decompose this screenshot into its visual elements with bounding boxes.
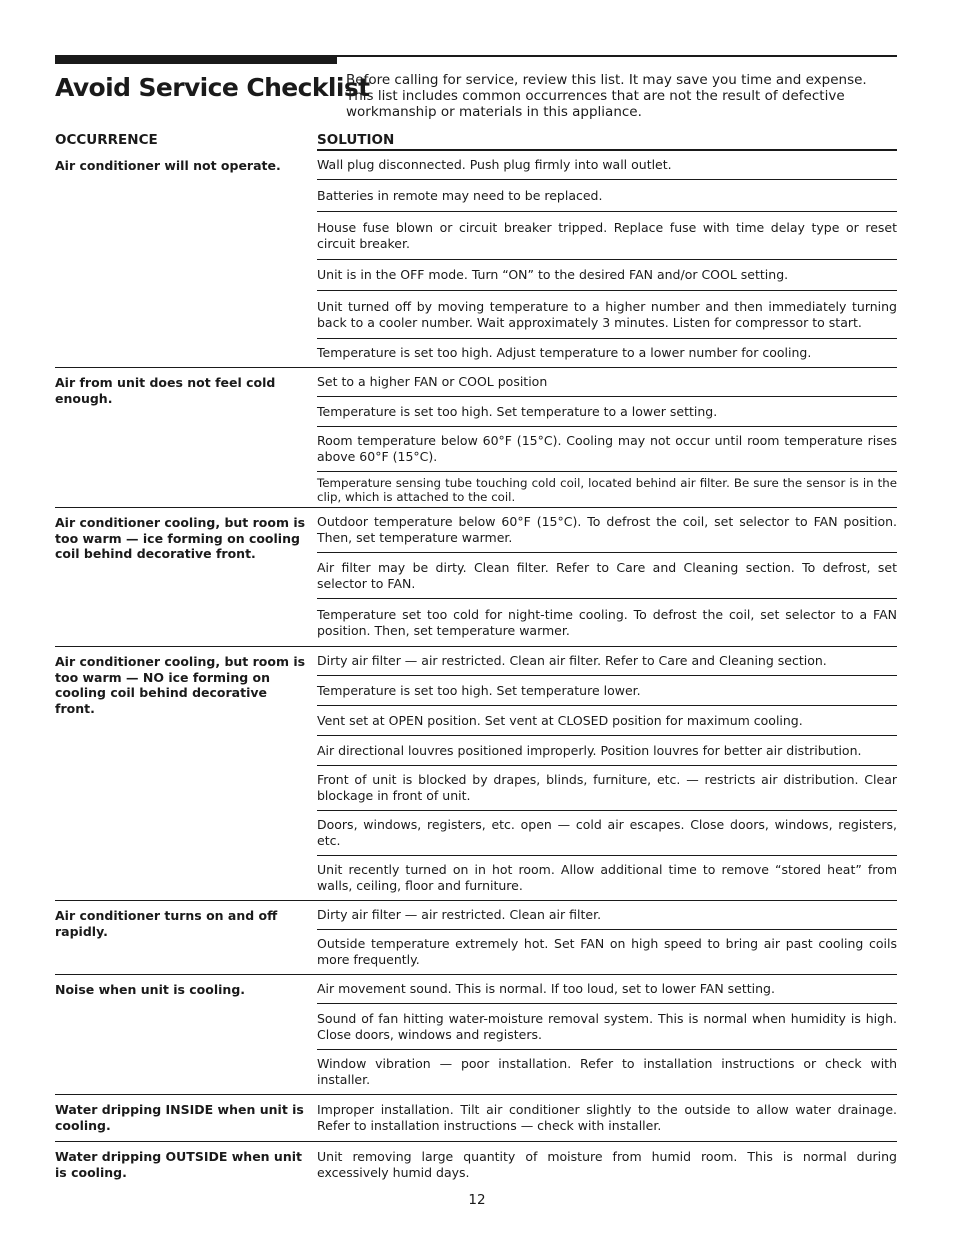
solution-text: Front of unit is blocked by drapes, blinds, furniture, etc. — restricts air distribution. Clear blockage in front of unit. bbox=[317, 772, 897, 803]
solution-row bbox=[317, 647, 897, 675]
solution-column-header: SOLUTION bbox=[317, 132, 395, 148]
solution-text: Air directional louvres positioned improperly. Position louvres for better air distribution. bbox=[317, 742, 862, 758]
solution-row bbox=[317, 338, 897, 367]
solution-text: Improper installation. Tilt air conditioner slightly to the outside to allow water drainage. Refer to installation instructions — check with installer. bbox=[317, 1102, 897, 1133]
checklist-group bbox=[55, 974, 897, 1094]
checklist-group bbox=[55, 1094, 897, 1141]
solution-row bbox=[317, 211, 897, 259]
checklist-group bbox=[55, 900, 897, 974]
checklist-group bbox=[55, 507, 897, 646]
intro-text: Before calling for service, review this list. It may save you time and expense. This list includes common occurrences that are not the result of defective workmanship or materials in this appliance. bbox=[346, 72, 867, 120]
solution-text: Temperature is set too high. Set temperature to a lower setting. bbox=[317, 403, 718, 419]
solution-row bbox=[317, 368, 897, 396]
checklist-group bbox=[55, 367, 897, 507]
solution-row bbox=[317, 290, 897, 338]
occurrence-cell: Air conditioner turns on and off rapidly. bbox=[55, 908, 278, 939]
solution-text: Vent set at OPEN position. Set vent at CLOSED position for maximum cooling. bbox=[317, 712, 803, 728]
header bbox=[55, 55, 897, 119]
solution-list bbox=[317, 1142, 897, 1188]
solution-row bbox=[317, 735, 897, 765]
solution-text: Air filter may be dirty. Clean filter. Refer to Care and Cleaning section. To defrost, set selector to FAN. bbox=[317, 559, 897, 591]
solution-text: Sound of fan hitting water-moisture removal system. This is normal when humidity is high. Close doors, windows and registers. bbox=[317, 1010, 897, 1042]
solution-text: Temperature is set too high. Adjust temperature to a lower number for cooling. bbox=[317, 345, 812, 360]
solution-list bbox=[317, 368, 897, 507]
solution-row bbox=[317, 765, 897, 810]
solution-text: Unit recently turned on in hot room. Allow additional time to remove “stored heat” from walls, ceiling, floor and furniture. bbox=[317, 862, 897, 893]
solution-row bbox=[317, 179, 897, 211]
occurrence-column-header: OCCURRENCE bbox=[55, 132, 158, 148]
occurrence-cell: Water dripping INSIDE when unit is cooling. bbox=[55, 1102, 304, 1133]
solution-row bbox=[317, 1049, 897, 1094]
solution-row bbox=[317, 1095, 897, 1141]
checklist-group bbox=[55, 1141, 897, 1188]
checklist-group bbox=[55, 646, 897, 900]
column-headers bbox=[55, 130, 897, 149]
occurrence-cell: Air conditioner cooling, but room is too warm — ice forming on cooling coil behind decorative front. bbox=[55, 515, 306, 561]
checklist-table bbox=[55, 151, 897, 1188]
solution-text: Outdoor temperature below 60°F (15°C). To defrost the coil, set selector to FAN position. Then, set temperature warmer. bbox=[317, 514, 897, 545]
solution-row bbox=[317, 855, 897, 900]
solution-text: Temperature set too cold for night-time cooling. To defrost the coil, set selector to a FAN position. Then, set temperature warmer. bbox=[317, 606, 897, 638]
solution-row bbox=[317, 552, 897, 598]
solution-text: Room temperature below 60°F (15°C). Cooling may not occur until room temperature rises above 60°F (15°C). bbox=[317, 433, 897, 464]
solution-list bbox=[317, 647, 897, 900]
solution-text: House fuse blown or circuit breaker tripped. Replace fuse with time delay type or reset circuit breaker. bbox=[317, 219, 897, 251]
solution-row bbox=[317, 929, 897, 974]
solution-row bbox=[317, 810, 897, 855]
solution-row bbox=[317, 901, 897, 929]
occurrence-cell: Air conditioner will not operate. bbox=[55, 158, 281, 173]
page-title: Avoid Service Checklist bbox=[55, 73, 370, 102]
solution-text: Dirty air filter — air restricted. Clean air filter. bbox=[317, 907, 602, 922]
solution-row bbox=[317, 151, 897, 179]
solution-text: Unit turned off by moving temperature to a higher number and then immediately turning back to a cooler number. Wait approximately 3 minutes. Listen for compressor to start. bbox=[317, 298, 897, 330]
title-rule bbox=[337, 55, 897, 57]
solution-list bbox=[317, 1095, 897, 1141]
solution-text: Temperature sensing tube touching cold coil, located behind air filter. Be sure the sensor is in the clip, which is attached to the coil. bbox=[317, 475, 897, 504]
checklist-group bbox=[55, 151, 897, 367]
occurrence-cell: Air conditioner cooling, but room is too warm — NO ice forming on cooling coil behind decorative front. bbox=[55, 654, 306, 716]
solution-row bbox=[317, 508, 897, 552]
solution-text: Unit removing large quantity of moisture from humid room. This is normal during excessively humid days. bbox=[317, 1149, 897, 1180]
solution-row bbox=[317, 396, 897, 426]
solution-row bbox=[317, 975, 897, 1003]
occurrence-cell: Noise when unit is cooling. bbox=[55, 982, 246, 997]
page-number: 12 bbox=[468, 1192, 486, 1208]
solution-row bbox=[317, 598, 897, 646]
solution-text: Window vibration — poor installation. Refer to installation instructions or check with installer. bbox=[317, 1056, 897, 1087]
solution-row bbox=[317, 675, 897, 705]
checklist-page bbox=[55, 55, 897, 1188]
solution-row bbox=[317, 471, 897, 507]
solution-text: Set to a higher FAN or COOL position bbox=[317, 374, 548, 389]
title-bar bbox=[55, 55, 337, 64]
solution-text: Air movement sound. This is normal. If too loud, set to lower FAN setting. bbox=[317, 981, 775, 996]
solution-row bbox=[317, 1003, 897, 1049]
solution-text: Outside temperature extremely hot. Set FAN on high speed to bring air past cooling coils more frequently. bbox=[317, 936, 897, 967]
solution-text: Batteries in remote may need to be replaced. bbox=[317, 187, 603, 203]
occurrence-cell: Water dripping OUTSIDE when unit is cooling. bbox=[55, 1149, 302, 1180]
solution-row bbox=[317, 259, 897, 290]
solution-row bbox=[317, 1142, 897, 1188]
solution-list bbox=[317, 975, 897, 1094]
solution-row bbox=[317, 426, 897, 471]
solution-text: Wall plug disconnected. Push plug firmly into wall outlet. bbox=[317, 157, 672, 172]
solution-text: Temperature is set too high. Set temperature lower. bbox=[317, 682, 641, 698]
solution-text: Dirty air filter — air restricted. Clean air filter. Refer to Care and Cleaning section. bbox=[317, 653, 827, 668]
occurrence-cell: Air from unit does not feel cold enough. bbox=[55, 375, 276, 406]
solution-list bbox=[317, 151, 897, 367]
solution-list bbox=[317, 901, 897, 974]
solution-text: Unit is in the OFF mode. Turn “ON” to the desired FAN and/or COOL setting. bbox=[317, 267, 789, 282]
solution-text: Doors, windows, registers, etc. open — cold air escapes. Close doors, windows, registers, etc. bbox=[317, 817, 897, 848]
solution-row bbox=[317, 705, 897, 735]
solution-list bbox=[317, 508, 897, 646]
